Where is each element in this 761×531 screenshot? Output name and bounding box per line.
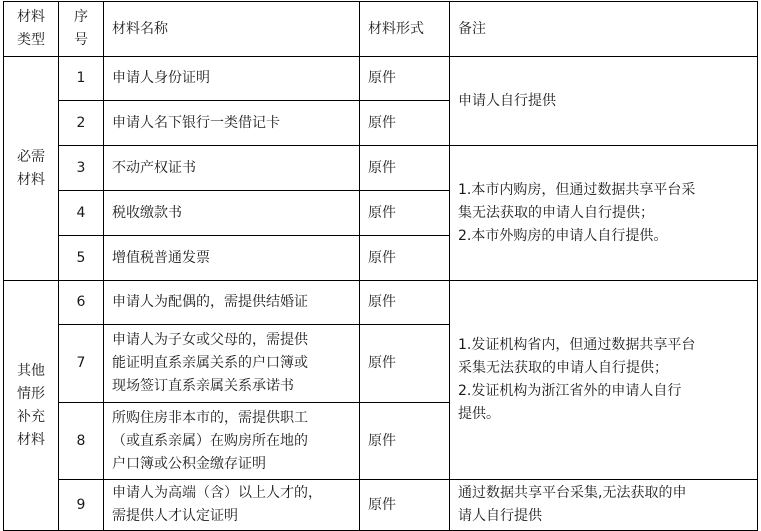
- seq-cell: 3: [59, 146, 104, 191]
- name-line: 现场签订直系亲属关系承诺书: [112, 378, 294, 394]
- form-cell: 原件: [360, 281, 450, 325]
- name-cell: [104, 57, 360, 101]
- header-note-cell: 备注: [450, 2, 758, 57]
- name-cell: [104, 325, 360, 403]
- name-line: 申请人名下银行一类借记卡: [112, 114, 280, 131]
- form-cell: 原件: [360, 403, 450, 480]
- name-cell: [104, 101, 360, 146]
- note-line: 通过数据共享平台采集,无法获取的申: [458, 485, 687, 501]
- seq-cell: 7: [59, 325, 104, 403]
- materials-table: [3, 1, 758, 531]
- note-line: 集无法获取的申请人自行提供；: [458, 204, 654, 221]
- note-cell: [450, 57, 758, 146]
- name-line: 税收缴款书: [112, 204, 182, 221]
- group-type-line: 其他: [17, 362, 45, 379]
- name-line: （或直系亲属）在购房所在地的: [112, 432, 308, 449]
- note-cell: [450, 480, 758, 531]
- note-line: 请人自行提供: [458, 508, 542, 524]
- form-cell: 原件: [360, 101, 450, 146]
- note-line: 采集无法获取的申请人自行提供；: [458, 360, 668, 376]
- form-cell: 原件: [360, 236, 450, 281]
- seq-cell: 6: [59, 281, 104, 325]
- group-type-line: 补充: [17, 408, 45, 425]
- name-line: 需提供人才认定证明: [112, 508, 238, 524]
- table-row: [4, 480, 758, 531]
- name-line: 申请人身份证明: [112, 70, 210, 86]
- name-cell: [104, 480, 360, 531]
- seq-cell: 5: [59, 236, 104, 281]
- group-type-line: 材料: [17, 431, 45, 448]
- form-cell: 原件: [360, 191, 450, 236]
- header-type-cell: [4, 2, 59, 57]
- name-line: 申请人为高端（含）以上人才的，: [112, 485, 322, 501]
- note-line: 2.本市外购房的申请人自行提供。: [458, 227, 668, 244]
- header-type-line: 材料: [17, 9, 45, 25]
- form-cell: 原件: [360, 146, 450, 191]
- note-line: 1.发证机构省内，但通过数据共享平台: [458, 337, 696, 353]
- group-type-line: 必需: [17, 148, 45, 165]
- name-line: 申请人为子女或父母的，需提供: [112, 332, 308, 348]
- header-seq-line: 序: [74, 9, 88, 25]
- name-line: 所购住房非本市的，需提供职工: [112, 409, 308, 426]
- name-line: 不动产权证书: [112, 159, 196, 176]
- name-cell: [104, 281, 360, 325]
- table-row: [4, 57, 758, 101]
- seq-cell: 2: [59, 101, 104, 146]
- name-line: 户口簿或公积金缴存证明: [112, 455, 266, 472]
- group-type-cell-required: [4, 57, 59, 281]
- header-row: [4, 2, 758, 57]
- seq-cell: 9: [59, 480, 104, 531]
- note-cell: [450, 146, 758, 281]
- seq-cell: 4: [59, 191, 104, 236]
- group-type-line: 情形: [17, 385, 45, 402]
- header-name-cell: 材料名称: [104, 2, 360, 57]
- name-line: 能证明直系亲属关系的户口簿或: [112, 355, 308, 371]
- form-cell: 原件: [360, 57, 450, 101]
- table-row: [4, 146, 758, 191]
- note-line: 提供。: [458, 406, 500, 422]
- name-line: 增值税普通发票: [112, 249, 210, 266]
- header-type-line: 类型: [17, 32, 45, 48]
- header-seq-cell: [59, 2, 104, 57]
- seq-cell: 8: [59, 403, 104, 480]
- note-cell: [450, 281, 758, 480]
- note-line: 1.本市内购房，但通过数据共享平台采: [458, 181, 696, 198]
- header-form-cell: 材料形式: [360, 2, 450, 57]
- name-cell: [104, 236, 360, 281]
- note-line: 2.发证机构为浙江省外的申请人自行: [458, 383, 682, 399]
- form-cell: 原件: [360, 480, 450, 531]
- group-type-cell-other: [4, 281, 59, 531]
- table-row: [4, 281, 758, 325]
- name-cell: [104, 403, 360, 480]
- name-line: 申请人为配偶的，需提供结婚证: [112, 294, 308, 310]
- group-type-line: 材料: [17, 171, 45, 188]
- header-seq-line: 号: [74, 32, 88, 48]
- note-line: 申请人自行提供: [458, 92, 556, 109]
- name-cell: [104, 146, 360, 191]
- form-cell: 原件: [360, 325, 450, 403]
- name-cell: [104, 191, 360, 236]
- seq-cell: 1: [59, 57, 104, 101]
